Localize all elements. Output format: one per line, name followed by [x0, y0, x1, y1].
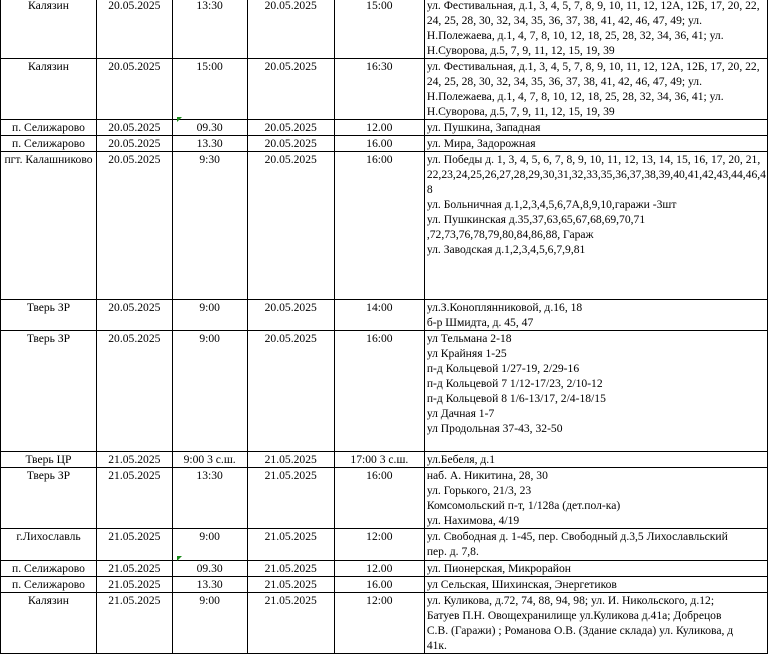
table-row — [1, 136, 768, 152]
end-date-cell: 20.05.2025 — [247, 300, 334, 331]
address-line: ул. Нахимова, 4/19 — [426, 514, 520, 527]
end-date-cell: 21.05.2025 — [247, 577, 334, 593]
end-date-cell: 20.05.2025 — [247, 59, 334, 120]
table-row — [1, 0, 768, 59]
end-date-cell: 21.05.2025 — [247, 593, 334, 654]
end-date-cell: 20.05.2025 — [247, 120, 334, 136]
table-row — [1, 577, 768, 593]
city-cell: Тверь ЗР — [1, 300, 97, 331]
address-line: п-д Кольцевой 1/27-19, 2/29-16 — [426, 362, 580, 375]
table-row — [1, 152, 768, 300]
address-line: 8 — [426, 183, 433, 196]
city-cell: Калязин — [1, 593, 97, 654]
start-time-cell: 13:30 — [172, 0, 247, 59]
address-line: ул.Бебеля, д.1 — [426, 453, 496, 466]
address-line: ул. Куликова, д.72, 74, 88, 94, 98; ул. И. Никольского, д.12; — [426, 594, 715, 607]
table-row — [1, 561, 768, 577]
address-line: ул. Пионерская, Микрорайон — [426, 562, 571, 575]
end-time-cell: 16:00 — [334, 331, 424, 452]
end-date-cell: 21.05.2025 — [247, 452, 334, 468]
end-date-cell: 20.05.2025 — [247, 0, 334, 59]
address-line: 24, 25, 28, 30, 32, 34, 35, 36, 37, 38, 41, 42, 46, 47, 49; ул. — [426, 14, 702, 27]
table-row — [1, 331, 768, 452]
address-line: ул. Пушкинская д.35,37,63,65,67,68,69,70,71 — [426, 213, 646, 226]
start-date-cell: 20.05.2025 — [96, 152, 172, 300]
start-date-cell: 20.05.2025 — [96, 59, 172, 120]
end-time-cell: 12.00 — [334, 120, 424, 136]
city-cell: Калязин — [1, 0, 97, 59]
address-line: ул. Горького, 21/3, 23 — [426, 484, 532, 497]
address-line: ул. Больничная д.1,2,3,4,5,6,7А,8,9,10,гаражи -3шт — [426, 198, 677, 211]
address-line: ул Продольная 37-43, 32-50 — [426, 422, 563, 435]
table-row — [1, 529, 768, 561]
start-time-cell: 13:30 — [172, 468, 247, 529]
start-time-cell: 09.30 — [172, 120, 247, 136]
start-date-cell: 20.05.2025 — [96, 120, 172, 136]
start-date-cell: 20.05.2025 — [96, 136, 172, 152]
start-time-cell: 15:00 — [172, 59, 247, 120]
address-line: 41к. — [426, 639, 447, 652]
end-date-cell: 20.05.2025 — [247, 152, 334, 300]
end-time-cell: 12:00 — [334, 529, 424, 561]
city-cell: п. Селижарово — [1, 136, 97, 152]
address-line: ул. Свободная д. 1-45, пер. Свободный д.3,5 Лихославльский — [426, 530, 728, 543]
start-date-cell: 21.05.2025 — [96, 529, 172, 561]
address-line: б-р Шмидта, д. 45, 47 — [426, 316, 534, 329]
end-time-cell: 12.00 — [334, 561, 424, 577]
address-line: ул. Заводская д.1,2,3,4,5,6,7,9,81 — [426, 243, 586, 256]
start-date-cell: 21.05.2025 — [96, 452, 172, 468]
start-date-cell: 21.05.2025 — [96, 593, 172, 654]
address-cell — [424, 152, 767, 300]
end-time-cell: 16.00 — [334, 136, 424, 152]
address-cell — [424, 452, 767, 468]
end-time-cell: 17:00 3 с.ш. — [334, 452, 424, 468]
start-time-cell: 13.30 — [172, 136, 247, 152]
start-date-cell: 20.05.2025 — [96, 300, 172, 331]
address-line: Н.Полежаева, д.1, 4, 7, 8, 10, 12, 18, 25, 28, 32, 34, 36, 41; ул. — [426, 90, 724, 103]
start-time-cell: 9:00 — [172, 300, 247, 331]
address-cell — [424, 331, 767, 452]
start-time-cell: 13.30 — [172, 577, 247, 593]
end-time-cell: 15:00 — [334, 0, 424, 59]
start-time-cell: 9:00 — [172, 331, 247, 452]
table-row — [1, 593, 768, 654]
end-date-cell: 20.05.2025 — [247, 331, 334, 452]
address-line: Комсомольский п-т, 1/128а (дет.пол-ка) — [426, 499, 621, 512]
table-row — [1, 452, 768, 468]
city-cell: Тверь ЗР — [1, 331, 97, 452]
address-cell — [424, 59, 767, 120]
end-time-cell: 16:00 — [334, 468, 424, 529]
start-date-cell: 21.05.2025 — [96, 468, 172, 529]
address-cell — [424, 529, 767, 561]
end-date-cell: 21.05.2025 — [247, 529, 334, 561]
address-line: п-д Кольцевой 7 1/12-17/23, 2/10-12 — [426, 377, 603, 390]
address-cell — [424, 577, 767, 593]
address-cell — [424, 300, 767, 331]
address-line: 22,23,24,25,26,27,28,29,30,31,32,33,35,36,37,38,39,40,41,42,43,44,46,4 — [426, 168, 766, 181]
end-date-cell: 20.05.2025 — [247, 136, 334, 152]
start-time-cell: 09.30 — [172, 561, 247, 577]
address-cell — [424, 468, 767, 529]
city-cell: Тверь ЗР — [1, 468, 97, 529]
start-date-cell: 20.05.2025 — [96, 0, 172, 59]
end-time-cell: 16:30 — [334, 59, 424, 120]
start-time-cell: 9:00 — [172, 593, 247, 654]
address-line: ул. Мира, Задорожная — [426, 137, 536, 150]
end-time-cell: 16.00 — [334, 577, 424, 593]
table-row — [1, 468, 768, 529]
city-cell: Калязин — [1, 59, 97, 120]
end-time-cell: 12:00 — [334, 593, 424, 654]
table-row — [1, 300, 768, 331]
end-time-cell: 14:00 — [334, 300, 424, 331]
address-cell — [424, 0, 767, 59]
end-time-cell: 16:00 — [334, 152, 424, 300]
address-line: ул. Пушкина, Западная — [426, 121, 541, 134]
address-line: Н.Суворова, д.5, 7, 9, 11, 12, 15, 19, 39 — [426, 44, 615, 57]
city-cell: пгт. Калашниково — [1, 152, 97, 300]
address-line: Н.Суворова, д.5, 7, 9, 11, 12, 15, 19, 39 — [426, 105, 615, 118]
address-line: 24, 25, 28, 30, 32, 34, 35, 36, 37, 38, 41, 42, 46, 47, 49; ул. — [426, 75, 702, 88]
address-line: ул Дачная 1-7 — [426, 407, 495, 420]
city-cell: п. Селижарово — [1, 577, 97, 593]
start-date-cell: 20.05.2025 — [96, 331, 172, 452]
city-cell: п. Селижарово — [1, 561, 97, 577]
address-line: ул Тельмана 2-18 — [426, 332, 512, 345]
city-cell: Тверь ЦР — [1, 452, 97, 468]
address-line: ул Крайняя 1-25 — [426, 347, 507, 360]
end-date-cell: 21.05.2025 — [247, 468, 334, 529]
address-line: наб. А. Никитина, 28, 30 — [426, 469, 548, 482]
start-time-cell: 9:00 — [172, 529, 247, 561]
address-line: ул. Победы д. 1, 3, 4, 5, 6, 7, 8, 9, 10, 11, 12, 13, 14, 15, 16, 17, 20, 21, — [426, 153, 761, 166]
start-date-cell: 21.05.2025 — [96, 577, 172, 593]
address-cell — [424, 561, 767, 577]
address-line: ул. Фестивальная, д.1, 3, 4, 5, 7, 8, 9, 10, 11, 12, 12А, 12Б, 17, 20, 22, — [426, 0, 760, 12]
address-line: пер. д. 7,8. — [426, 545, 479, 558]
start-time-cell: 9:00 3 с.ш. — [172, 452, 247, 468]
table-row — [1, 120, 768, 136]
address-line: Батуев П.Н. Овощехранилище ул.Куликова д.41а; Добрецов — [426, 609, 722, 622]
end-date-cell: 21.05.2025 — [247, 561, 334, 577]
address-line: ,72,73,76,78,79,80,84,86,88, Гараж — [426, 228, 594, 241]
cell-comment-marker — [177, 117, 182, 122]
address-line: п-д Кольцевой 8 1/6-13/17, 2/4-18/15 — [426, 392, 606, 405]
start-time-cell: 9:30 — [172, 152, 247, 300]
address-cell — [424, 593, 767, 654]
table-row — [1, 59, 768, 120]
address-cell — [424, 120, 767, 136]
address-line: Н.Полежаева, д.1, 4, 7, 8, 10, 12, 18, 25, 28, 32, 34, 36, 41; ул. — [426, 29, 724, 42]
address-line: ул. Фестивальная, д.1, 3, 4, 5, 7, 8, 9, 10, 11, 12, 12А, 12Б, 17, 20, 22, — [426, 60, 760, 73]
address-cell — [424, 136, 767, 152]
address-line: С.В. (Гаражи) ; Романова О.В. (Здание склада) ул. Куликова, д — [426, 624, 734, 637]
city-cell: п. Селижарово — [1, 120, 97, 136]
address-line: ул Сельская, Шихинская, Энергетиков — [426, 578, 617, 591]
cell-comment-marker — [177, 556, 182, 561]
start-date-cell: 21.05.2025 — [96, 561, 172, 577]
city-cell: г.Лихославль — [1, 529, 97, 561]
address-line: ул.З.Коноплянниковой, д.16, 18 — [426, 301, 583, 314]
